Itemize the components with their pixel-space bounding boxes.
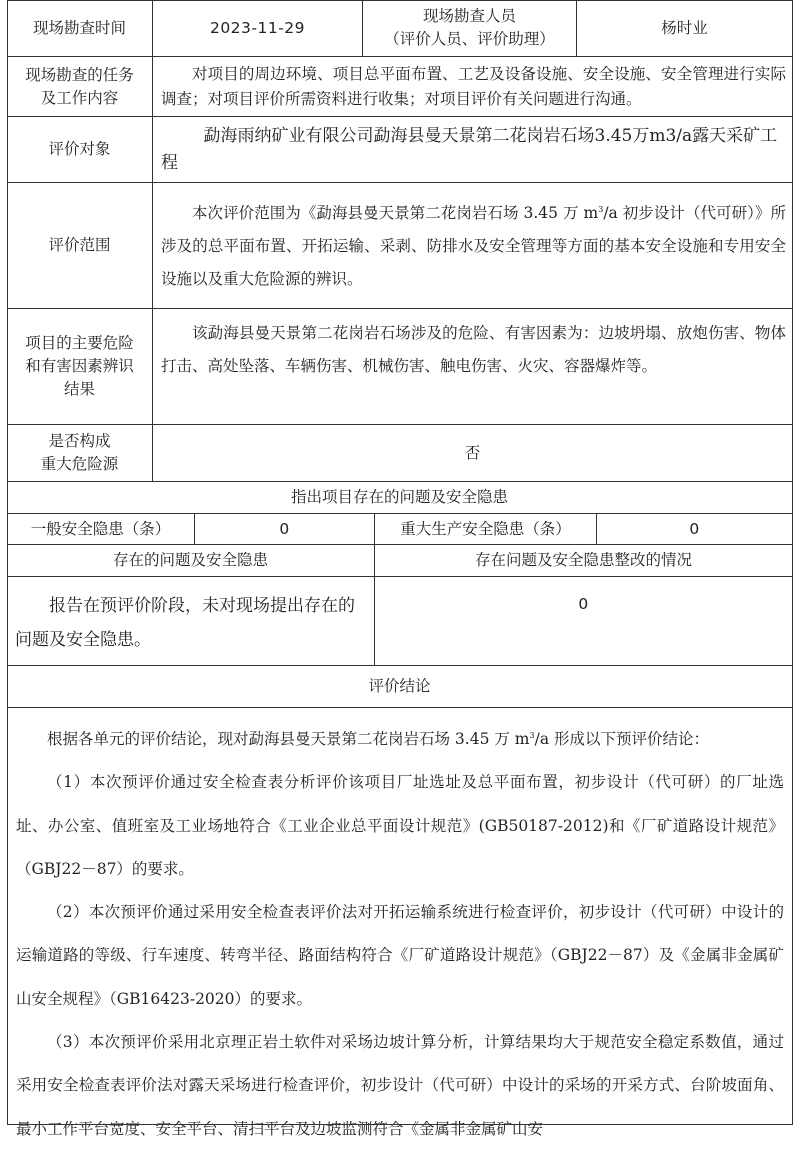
conclusion-intro — [16, 718, 784, 761]
hazard-label-line2: 和有害因素辨识 — [25, 357, 134, 375]
scope-text-a: 本次评价范围为《勐海县曼天景第二花岗岩石场 3.45 万 m — [192, 204, 599, 222]
survey-staff-label-line1: 现场勘查人员 — [422, 7, 516, 25]
conclusion-paragraph-3: （3）本次预评价采用北京理正岩土软件对采场边坡计算分析，计算结果均大于规范安全稳定系数值，通过采用安全检查表评价法对露天采场进行检查评价，初步设计（代可研）中设计的采场的开采方式、台阶坡面角、最小工作平台宽度、安全平台、清扫平台及边坡监测符合《金属非金属矿山安 — [16, 1033, 784, 1138]
conclusion-body — [16, 718, 784, 1151]
scope-label: 评价范围 — [7, 183, 153, 309]
conclusion-intro-a: 根据各单元的评价结论，现对勐海县曼天景第二花岗岩石场 3.45 万 m — [47, 730, 530, 748]
issues-section-header: 指出项目存在的问题及安全隐患 — [7, 482, 793, 514]
rectification-content: 0 — [375, 577, 793, 666]
major-hazard-count-value: 0 — [597, 514, 793, 545]
issues-content: 报告在预评价阶段，未对现场提出存在的问题及安全隐患。 — [7, 577, 375, 666]
rectification-column-header: 存在问题及安全隐患整改的情况 — [375, 545, 793, 577]
major-hazard-value: 否 — [153, 425, 793, 482]
major-hazard-count-label: 重大生产安全隐患（条） — [375, 514, 597, 545]
general-hazard-count-value: 0 — [195, 514, 375, 545]
major-hazard-label-line1: 是否构成 — [48, 432, 111, 450]
conclusion-paragraph-1: （1）本次预评价通过安全检查表分析评价该项目厂址选址及总平面布置，初步设计（代可研）的厂址选址、办公室、值班室及工业场地符合《工业企业总平面设计规范》(GB50187-2012)和《厂矿道路设计规范》（GBJ22－87）的要求。 — [16, 773, 784, 878]
major-hazard-label — [7, 425, 153, 482]
table-top-border — [7, 0, 793, 1]
task-label — [7, 57, 153, 117]
survey-staff-label-line2: （评价人员、评价助理） — [384, 30, 555, 48]
conclusion-intro-sup: 3 — [529, 731, 535, 740]
general-hazard-count-label: 一般安全隐患（条） — [7, 514, 195, 545]
hazard-label — [7, 309, 153, 425]
task-label-line1: 现场勘查的任务 — [25, 65, 134, 84]
issues-column-header: 存在的问题及安全隐患 — [7, 545, 375, 577]
task-content: 对项目的周边环境、项目总平面布置、工艺及设备设施、安全设施、安全管理进行实际调查；对项目评价所需资料进行收集；对项目评价有关问题进行沟通。 — [153, 57, 793, 117]
survey-time-value: 2023-11-29 — [153, 0, 363, 57]
table-bottom-border — [7, 1124, 793, 1125]
conclusion-intro-b: /a 形成以下预评价结论： — [534, 730, 709, 748]
scope-text-b: /a 初步设计（代可研）》所涉及的总平面布置、开拓运输、采剥、防排水及安全管理等方面的基本安全设施和专用安全设施以及重大危险源的辨识。 — [161, 204, 786, 288]
object-label: 评价对象 — [7, 117, 153, 183]
conclusion-header: 评价结论 — [7, 666, 793, 708]
scope-content — [153, 183, 793, 309]
hazard-label-line1: 项目的主要危险 — [25, 334, 134, 352]
survey-staff-value: 杨时业 — [577, 0, 793, 57]
scope-sup: 3 — [598, 205, 604, 214]
survey-time-label: 现场勘查时间 — [7, 0, 153, 57]
conclusion-paragraph-2: （2）本次预评价通过采用安全检查表评价法对开拓运输系统进行检查评价，初步设计（代可研）中设计的运输道路的等级、行车速度、转弯半径、路面结构符合《厂矿道路设计规范》（GBJ22－87）及《金属非金属矿山安全规程》（GB16423-2020）的要求。 — [16, 903, 784, 1008]
task-label-line2: 及工作内容 — [40, 88, 119, 107]
hazard-content: 该勐海县曼天景第二花岗岩石场涉及的危险、有害因素为：边坡坍塌、放炮伤害、物体打击、高处坠落、车辆伤害、机械伤害、触电伤害、火灾、容器爆炸等。 — [153, 309, 793, 425]
object-content: 勐海雨纳矿业有限公司勐海县曼天景第二花岗岩石场3.45万m3/a露天采矿工程 — [153, 117, 793, 183]
hazard-label-line3: 结果 — [63, 380, 95, 398]
major-hazard-label-line2: 重大危险源 — [40, 455, 119, 473]
survey-staff-label — [363, 0, 577, 57]
